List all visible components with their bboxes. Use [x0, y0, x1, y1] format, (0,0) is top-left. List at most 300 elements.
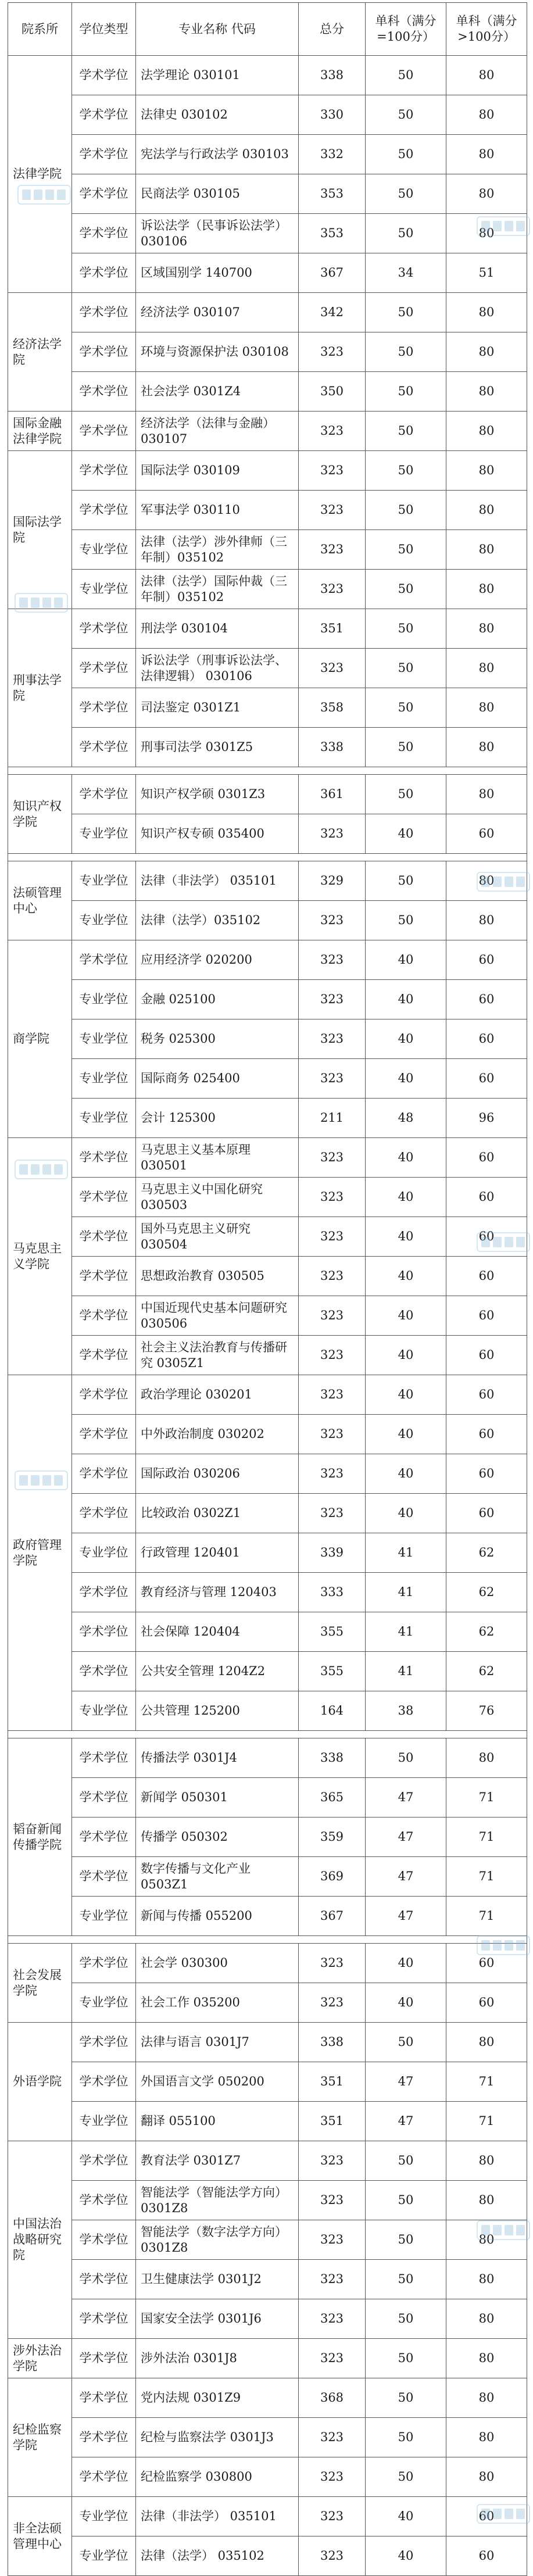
- major-cell: 军事法学 030110: [136, 491, 299, 530]
- table-row: [8, 2220, 527, 2260]
- single-100-cell: 50: [366, 332, 446, 372]
- college-cell: 国际金融法律学院: [8, 412, 72, 451]
- single-100-cell: 41: [366, 1533, 446, 1573]
- college-cell: 涉外法治学院: [8, 2339, 72, 2378]
- college-cell: 马克思主义学院: [8, 1138, 72, 1375]
- major-cell: 中国近现代史基本问题研究 030506: [136, 1296, 299, 1336]
- degree-type-cell: 学术学位: [72, 649, 136, 688]
- total-score-cell: 338: [299, 2023, 366, 2062]
- table-row: [8, 491, 527, 530]
- major-cell: 国外马克思主义研究 030504: [136, 1217, 299, 1257]
- major-cell: 法律与语言 0301J7: [136, 2023, 299, 2062]
- table-row: [8, 1652, 527, 1691]
- major-cell: 新闻与传播 055200: [136, 1897, 299, 1936]
- major-cell: 区域国别学 140700: [136, 253, 299, 293]
- total-score-cell: 367: [299, 253, 366, 293]
- single-100-cell: 50: [366, 135, 446, 174]
- single-over-100-cell: 60: [446, 1944, 527, 1983]
- single-100-cell: 40: [366, 1178, 446, 1217]
- degree-type-cell: 专业学位: [72, 1059, 136, 1099]
- degree-type-cell: 学术学位: [72, 1217, 136, 1257]
- college-cell: 社会发展学院: [8, 1944, 72, 2023]
- total-score-cell: 323: [299, 451, 366, 491]
- major-cell: 马克思主义中国化研究 030503: [136, 1178, 299, 1217]
- single-100-cell: 50: [366, 2299, 446, 2339]
- degree-type-cell: 专业学位: [72, 1691, 136, 1731]
- single-over-100-cell: 60: [446, 940, 527, 980]
- major-cell: 法律（非法学） 035101: [136, 2497, 299, 2536]
- single-over-100-cell: 60: [446, 1494, 527, 1533]
- single-over-100-cell: 71: [446, 2102, 527, 2141]
- single-100-cell: 50: [366, 56, 446, 95]
- table-row: [8, 1217, 527, 1257]
- total-score-cell: 332: [299, 135, 366, 174]
- single-100-cell: 41: [366, 1612, 446, 1652]
- table-row: [8, 1138, 527, 1178]
- degree-type-cell: 学术学位: [72, 1257, 136, 1296]
- single-over-100-cell: 80: [446, 174, 527, 214]
- major-cell: 思想政治教育 030505: [136, 1257, 299, 1296]
- total-score-cell: 365: [299, 1778, 366, 1817]
- total-score-cell: 330: [299, 95, 366, 135]
- total-score-cell: 323: [299, 1217, 366, 1257]
- major-cell: 马克思主义基本原理 030501: [136, 1138, 299, 1178]
- total-score-cell: 323: [299, 412, 366, 451]
- degree-type-cell: 学术学位: [72, 1817, 136, 1857]
- single-100-cell: 50: [366, 451, 446, 491]
- single-100-cell: 40: [366, 2536, 446, 2576]
- single-over-100-cell: 80: [446, 451, 527, 491]
- degree-type-cell: 专业学位: [72, 1099, 136, 1138]
- single-over-100-cell: 71: [446, 1817, 527, 1857]
- single-over-100-cell: 80: [446, 2260, 527, 2299]
- single-100-cell: 40: [366, 1296, 446, 1336]
- single-100-cell: 40: [366, 2497, 446, 2536]
- total-score-cell: 323: [299, 2181, 366, 2220]
- table-row: [8, 2102, 527, 2141]
- major-cell: 教育法学 0301Z7: [136, 2141, 299, 2181]
- major-cell: 民商法学 030105: [136, 174, 299, 214]
- college-cell: 纪检监察学院: [8, 2378, 72, 2497]
- single-over-100-cell: 60: [446, 1178, 527, 1217]
- single-over-100-cell: 60: [446, 980, 527, 1019]
- total-score-cell: 323: [299, 1415, 366, 1454]
- table-row: [8, 1983, 527, 2023]
- single-100-cell: 50: [366, 95, 446, 135]
- degree-type-cell: 学术学位: [72, 2220, 136, 2260]
- header-college: 院系所: [8, 3, 72, 56]
- major-cell: 卫生健康法学 0301J2: [136, 2260, 299, 2299]
- degree-type-cell: 学术学位: [72, 1944, 136, 1983]
- degree-type-cell: 专业学位: [72, 1019, 136, 1059]
- total-score-cell: 359: [299, 1817, 366, 1857]
- section-gap-cell: [8, 1936, 527, 1944]
- single-100-cell: 40: [366, 940, 446, 980]
- degree-type-cell: 学术学位: [72, 2141, 136, 2181]
- single-100-cell: 50: [366, 2418, 446, 2457]
- major-cell: 刑法学 030104: [136, 609, 299, 649]
- single-100-cell: 50: [366, 372, 446, 412]
- header-single-over-100: 单科（满分>100分）: [446, 3, 527, 56]
- degree-type-cell: 学术学位: [72, 2299, 136, 2339]
- table-row: [8, 2260, 527, 2299]
- degree-type-cell: 学术学位: [72, 1738, 136, 1778]
- single-over-100-cell: 80: [446, 491, 527, 530]
- total-score-cell: 333: [299, 1573, 366, 1612]
- single-100-cell: 50: [366, 2023, 446, 2062]
- major-cell: 会计 125300: [136, 1099, 299, 1138]
- single-over-100-cell: 80: [446, 609, 527, 649]
- table-row: [8, 1573, 527, 1612]
- single-over-100-cell: 96: [446, 1099, 527, 1138]
- total-score-cell: 323: [299, 2299, 366, 2339]
- major-cell: 社会主义法治教育与传播研究 0305Z1: [136, 1336, 299, 1375]
- total-score-cell: 323: [299, 1944, 366, 1983]
- single-100-cell: 40: [366, 1375, 446, 1415]
- table-row: [8, 1817, 527, 1857]
- degree-type-cell: 学术学位: [72, 412, 136, 451]
- college-cell: 商学院: [8, 940, 72, 1138]
- total-score-cell: 323: [299, 2497, 366, 2536]
- total-score-cell: 323: [299, 1375, 366, 1415]
- total-score-cell: 323: [299, 814, 366, 854]
- degree-type-cell: 学术学位: [72, 135, 136, 174]
- degree-type-cell: 专业学位: [72, 861, 136, 901]
- single-over-100-cell: 80: [446, 95, 527, 135]
- total-score-cell: 323: [299, 1059, 366, 1099]
- single-over-100-cell: 62: [446, 1533, 527, 1573]
- table-row: [8, 1336, 527, 1375]
- degree-type-cell: 专业学位: [72, 2102, 136, 2141]
- total-score-cell: 323: [299, 980, 366, 1019]
- single-over-100-cell: 80: [446, 2181, 527, 2220]
- total-score-cell: 367: [299, 1897, 366, 1936]
- single-100-cell: 40: [366, 1336, 446, 1375]
- single-100-cell: 50: [366, 2181, 446, 2220]
- degree-type-cell: 专业学位: [72, 1983, 136, 2023]
- single-100-cell: 47: [366, 1857, 446, 1897]
- table-row: [8, 1019, 527, 1059]
- single-over-100-cell: 80: [446, 2457, 527, 2497]
- single-over-100-cell: 80: [446, 688, 527, 728]
- table-row: [8, 530, 527, 570]
- single-over-100-cell: 80: [446, 332, 527, 372]
- table-row: [8, 728, 527, 767]
- total-score-cell: 351: [299, 609, 366, 649]
- single-100-cell: 50: [366, 861, 446, 901]
- total-score-cell: 339: [299, 1533, 366, 1573]
- total-score-cell: 368: [299, 2378, 366, 2418]
- single-over-100-cell: 60: [446, 1138, 527, 1178]
- single-over-100-cell: 60: [446, 814, 527, 854]
- single-100-cell: 50: [366, 174, 446, 214]
- table-row: [8, 688, 527, 728]
- table-row: [8, 1857, 527, 1897]
- major-cell: 国际政治 030206: [136, 1454, 299, 1494]
- major-cell: 宪法学与行政法学 030103: [136, 135, 299, 174]
- single-100-cell: 40: [366, 980, 446, 1019]
- table-row: [8, 2141, 527, 2181]
- total-score-cell: 323: [299, 2260, 366, 2299]
- college-cell: 法律学院: [8, 56, 72, 293]
- total-score-cell: 323: [299, 2536, 366, 2576]
- major-cell: 国际法学 030109: [136, 451, 299, 491]
- degree-type-cell: 学术学位: [72, 2181, 136, 2220]
- table-row: [8, 2418, 527, 2457]
- table-row: [8, 1612, 527, 1652]
- total-score-cell: 323: [299, 332, 366, 372]
- major-cell: 司法鉴定 0301Z1: [136, 688, 299, 728]
- degree-type-cell: 学术学位: [72, 2023, 136, 2062]
- major-cell: 诉讼法学（刑事诉讼法学、法律逻辑） 030106: [136, 649, 299, 688]
- single-over-100-cell: 60: [446, 1019, 527, 1059]
- table-row: [8, 1897, 527, 1936]
- table-row: [8, 1944, 527, 1983]
- total-score-cell: 329: [299, 861, 366, 901]
- degree-type-cell: 专业学位: [72, 530, 136, 570]
- total-score-cell: 323: [299, 1138, 366, 1178]
- college-cell: 经济法学院: [8, 293, 72, 412]
- degree-type-cell: 学术学位: [72, 1336, 136, 1375]
- degree-type-cell: 学术学位: [72, 95, 136, 135]
- header-major: 专业名称 代码: [136, 3, 299, 56]
- total-score-cell: 323: [299, 530, 366, 570]
- degree-type-cell: 学术学位: [72, 1652, 136, 1691]
- total-score-cell: 323: [299, 1019, 366, 1059]
- major-cell: 纪检与监察法学 0301J3: [136, 2418, 299, 2457]
- major-cell: 诉讼法学（民事诉讼法学） 030106: [136, 214, 299, 253]
- table-row: [8, 1691, 527, 1731]
- major-cell: 行政管理 120401: [136, 1533, 299, 1573]
- major-cell: 法律（法学） 035102: [136, 2536, 299, 2576]
- degree-type-cell: 学术学位: [72, 2457, 136, 2497]
- single-100-cell: 40: [366, 1454, 446, 1494]
- degree-type-cell: 学术学位: [72, 1375, 136, 1415]
- total-score-cell: 353: [299, 174, 366, 214]
- section-gap: [8, 1936, 527, 1944]
- single-over-100-cell: 80: [446, 2378, 527, 2418]
- college-cell: 韬奋新闻传播学院: [8, 1738, 72, 1936]
- total-score-cell: 323: [299, 491, 366, 530]
- major-cell: 应用经济学 020200: [136, 940, 299, 980]
- major-cell: 公共管理 125200: [136, 1691, 299, 1731]
- single-over-100-cell: 60: [446, 1336, 527, 1375]
- table-row: [8, 2339, 527, 2378]
- single-over-100-cell: 62: [446, 1612, 527, 1652]
- major-cell: 翻译 055100: [136, 2102, 299, 2141]
- single-100-cell: 47: [366, 1778, 446, 1817]
- single-100-cell: 40: [366, 1059, 446, 1099]
- single-over-100-cell: 80: [446, 2299, 527, 2339]
- table-row: [8, 2536, 527, 2576]
- total-score-cell: 351: [299, 2102, 366, 2141]
- single-over-100-cell: 71: [446, 2062, 527, 2102]
- single-100-cell: 50: [366, 530, 446, 570]
- single-over-100-cell: 60: [446, 1375, 527, 1415]
- college-cell: 国际法学院: [8, 451, 72, 609]
- total-score-cell: 351: [299, 2062, 366, 2102]
- table-row: [8, 2181, 527, 2220]
- table-row: [8, 814, 527, 854]
- major-cell: 社会保障 120404: [136, 1612, 299, 1652]
- table-row: [8, 1454, 527, 1494]
- major-cell: 外国语言文学 050200: [136, 2062, 299, 2102]
- degree-type-cell: 学术学位: [72, 1573, 136, 1612]
- section-gap-cell: [8, 767, 527, 775]
- single-over-100-cell: 60: [446, 1217, 527, 1257]
- single-100-cell: 40: [366, 1944, 446, 1983]
- major-cell: 国家安全法学 0301J6: [136, 2299, 299, 2339]
- college-cell: 政府管理学院: [8, 1375, 72, 1731]
- total-score-cell: 338: [299, 728, 366, 767]
- table-row: [8, 1099, 527, 1138]
- table-row: [8, 214, 527, 253]
- major-cell: 教育经济与管理 120403: [136, 1573, 299, 1612]
- single-100-cell: 50: [366, 570, 446, 609]
- table-row: [8, 609, 527, 649]
- degree-type-cell: 学术学位: [72, 1178, 136, 1217]
- total-score-cell: 323: [299, 1178, 366, 1217]
- major-cell: 法律（非法学） 035101: [136, 861, 299, 901]
- degree-type-cell: 学术学位: [72, 688, 136, 728]
- degree-type-cell: 学术学位: [72, 2339, 136, 2378]
- table-row: [8, 451, 527, 491]
- major-cell: 经济法学（法律与金融） 030107: [136, 412, 299, 451]
- degree-type-cell: 学术学位: [72, 1612, 136, 1652]
- single-over-100-cell: 80: [446, 901, 527, 940]
- total-score-cell: 355: [299, 1652, 366, 1691]
- table-row: [8, 980, 527, 1019]
- degree-type-cell: 专业学位: [72, 814, 136, 854]
- college-cell: 刑事法学院: [8, 609, 72, 767]
- table-row: [8, 412, 527, 451]
- table-row: [8, 570, 527, 609]
- total-score-cell: 369: [299, 1857, 366, 1897]
- total-score-cell: 338: [299, 1738, 366, 1778]
- major-cell: 税务 025300: [136, 1019, 299, 1059]
- section-gap: [8, 1731, 527, 1738]
- degree-type-cell: 学术学位: [72, 1778, 136, 1817]
- major-cell: 传播法学 0301J4: [136, 1738, 299, 1778]
- degree-type-cell: 学术学位: [72, 2260, 136, 2299]
- degree-type-cell: 学术学位: [72, 609, 136, 649]
- section-gap: [8, 767, 527, 775]
- single-100-cell: 50: [366, 2339, 446, 2378]
- college-cell: 非全法硕管理中心: [8, 2497, 72, 2576]
- college-cell: 中国法治战略研究院: [8, 2141, 72, 2339]
- major-cell: 政治学理论 030201: [136, 1375, 299, 1415]
- table-row: [8, 2497, 527, 2536]
- single-100-cell: 40: [366, 1138, 446, 1178]
- major-cell: 社会学 030300: [136, 1944, 299, 1983]
- single-over-100-cell: 80: [446, 2141, 527, 2181]
- section-gap-cell: [8, 1731, 527, 1738]
- college-cell: 法硕管理中心: [8, 861, 72, 940]
- degree-type-cell: 专业学位: [72, 1533, 136, 1573]
- single-over-100-cell: 80: [446, 728, 527, 767]
- section-gap: [8, 854, 527, 861]
- table-row: [8, 332, 527, 372]
- single-over-100-cell: 60: [446, 2536, 527, 2576]
- single-100-cell: 50: [366, 2141, 446, 2181]
- single-100-cell: 40: [366, 1983, 446, 2023]
- single-over-100-cell: 51: [446, 253, 527, 293]
- table-row: [8, 1778, 527, 1817]
- major-cell: 数字传播与文化产业 0503Z1: [136, 1857, 299, 1897]
- degree-type-cell: 学术学位: [72, 293, 136, 332]
- single-over-100-cell: 80: [446, 1738, 527, 1778]
- degree-type-cell: 专业学位: [72, 2497, 136, 2536]
- major-cell: 国际商务 025400: [136, 1059, 299, 1099]
- single-over-100-cell: 80: [446, 372, 527, 412]
- table-row: [8, 2299, 527, 2339]
- single-over-100-cell: 80: [446, 214, 527, 253]
- total-score-cell: 323: [299, 570, 366, 609]
- single-100-cell: 50: [366, 293, 446, 332]
- single-100-cell: 47: [366, 2102, 446, 2141]
- single-100-cell: 47: [366, 1897, 446, 1936]
- degree-type-cell: 学术学位: [72, 1138, 136, 1178]
- single-100-cell: 50: [366, 901, 446, 940]
- table-row: [8, 2062, 527, 2102]
- total-score-cell: 353: [299, 214, 366, 253]
- degree-type-cell: 专业学位: [72, 901, 136, 940]
- total-score-cell: 350: [299, 372, 366, 412]
- table-header: [8, 3, 527, 56]
- total-score-cell: 338: [299, 56, 366, 95]
- major-cell: 金融 025100: [136, 980, 299, 1019]
- total-score-cell: 355: [299, 1612, 366, 1652]
- single-100-cell: 50: [366, 2260, 446, 2299]
- single-over-100-cell: 80: [446, 135, 527, 174]
- table-row: [8, 2457, 527, 2497]
- total-score-cell: 323: [299, 2339, 366, 2378]
- single-100-cell: 50: [366, 412, 446, 451]
- degree-type-cell: 学术学位: [72, 2418, 136, 2457]
- major-cell: 智能法学（智能法学方向） 0301Z8: [136, 2181, 299, 2220]
- single-100-cell: 50: [366, 775, 446, 814]
- single-100-cell: 47: [366, 1817, 446, 1857]
- college-cell: 外语学院: [8, 2023, 72, 2141]
- degree-type-cell: 学术学位: [72, 1494, 136, 1533]
- major-cell: 法律（法学）涉外律师（三年制）035102: [136, 530, 299, 570]
- single-over-100-cell: 71: [446, 1778, 527, 1817]
- major-cell: 比较政治 0302Z1: [136, 1494, 299, 1533]
- table-row: [8, 1533, 527, 1573]
- single-over-100-cell: 80: [446, 293, 527, 332]
- single-over-100-cell: 60: [446, 2497, 527, 2536]
- single-over-100-cell: 60: [446, 1454, 527, 1494]
- total-score-cell: 323: [299, 1336, 366, 1375]
- major-cell: 社会工作 035200: [136, 1983, 299, 2023]
- major-cell: 环境与资源保护法 030108: [136, 332, 299, 372]
- major-cell: 经济法学 030107: [136, 293, 299, 332]
- header-total: 总分: [299, 3, 366, 56]
- total-score-cell: 323: [299, 1296, 366, 1336]
- single-100-cell: 50: [366, 214, 446, 253]
- table-row: [8, 649, 527, 688]
- total-score-cell: 323: [299, 940, 366, 980]
- single-over-100-cell: 80: [446, 530, 527, 570]
- table-row: [8, 135, 527, 174]
- single-over-100-cell: 80: [446, 56, 527, 95]
- total-score-cell: 323: [299, 1983, 366, 2023]
- college-cell: 知识产权学院: [8, 775, 72, 854]
- degree-type-cell: 学术学位: [72, 56, 136, 95]
- major-cell: 法律（法学）国际仲裁（三年制）035102: [136, 570, 299, 609]
- major-cell: 新闻学 050301: [136, 1778, 299, 1817]
- single-100-cell: 50: [366, 649, 446, 688]
